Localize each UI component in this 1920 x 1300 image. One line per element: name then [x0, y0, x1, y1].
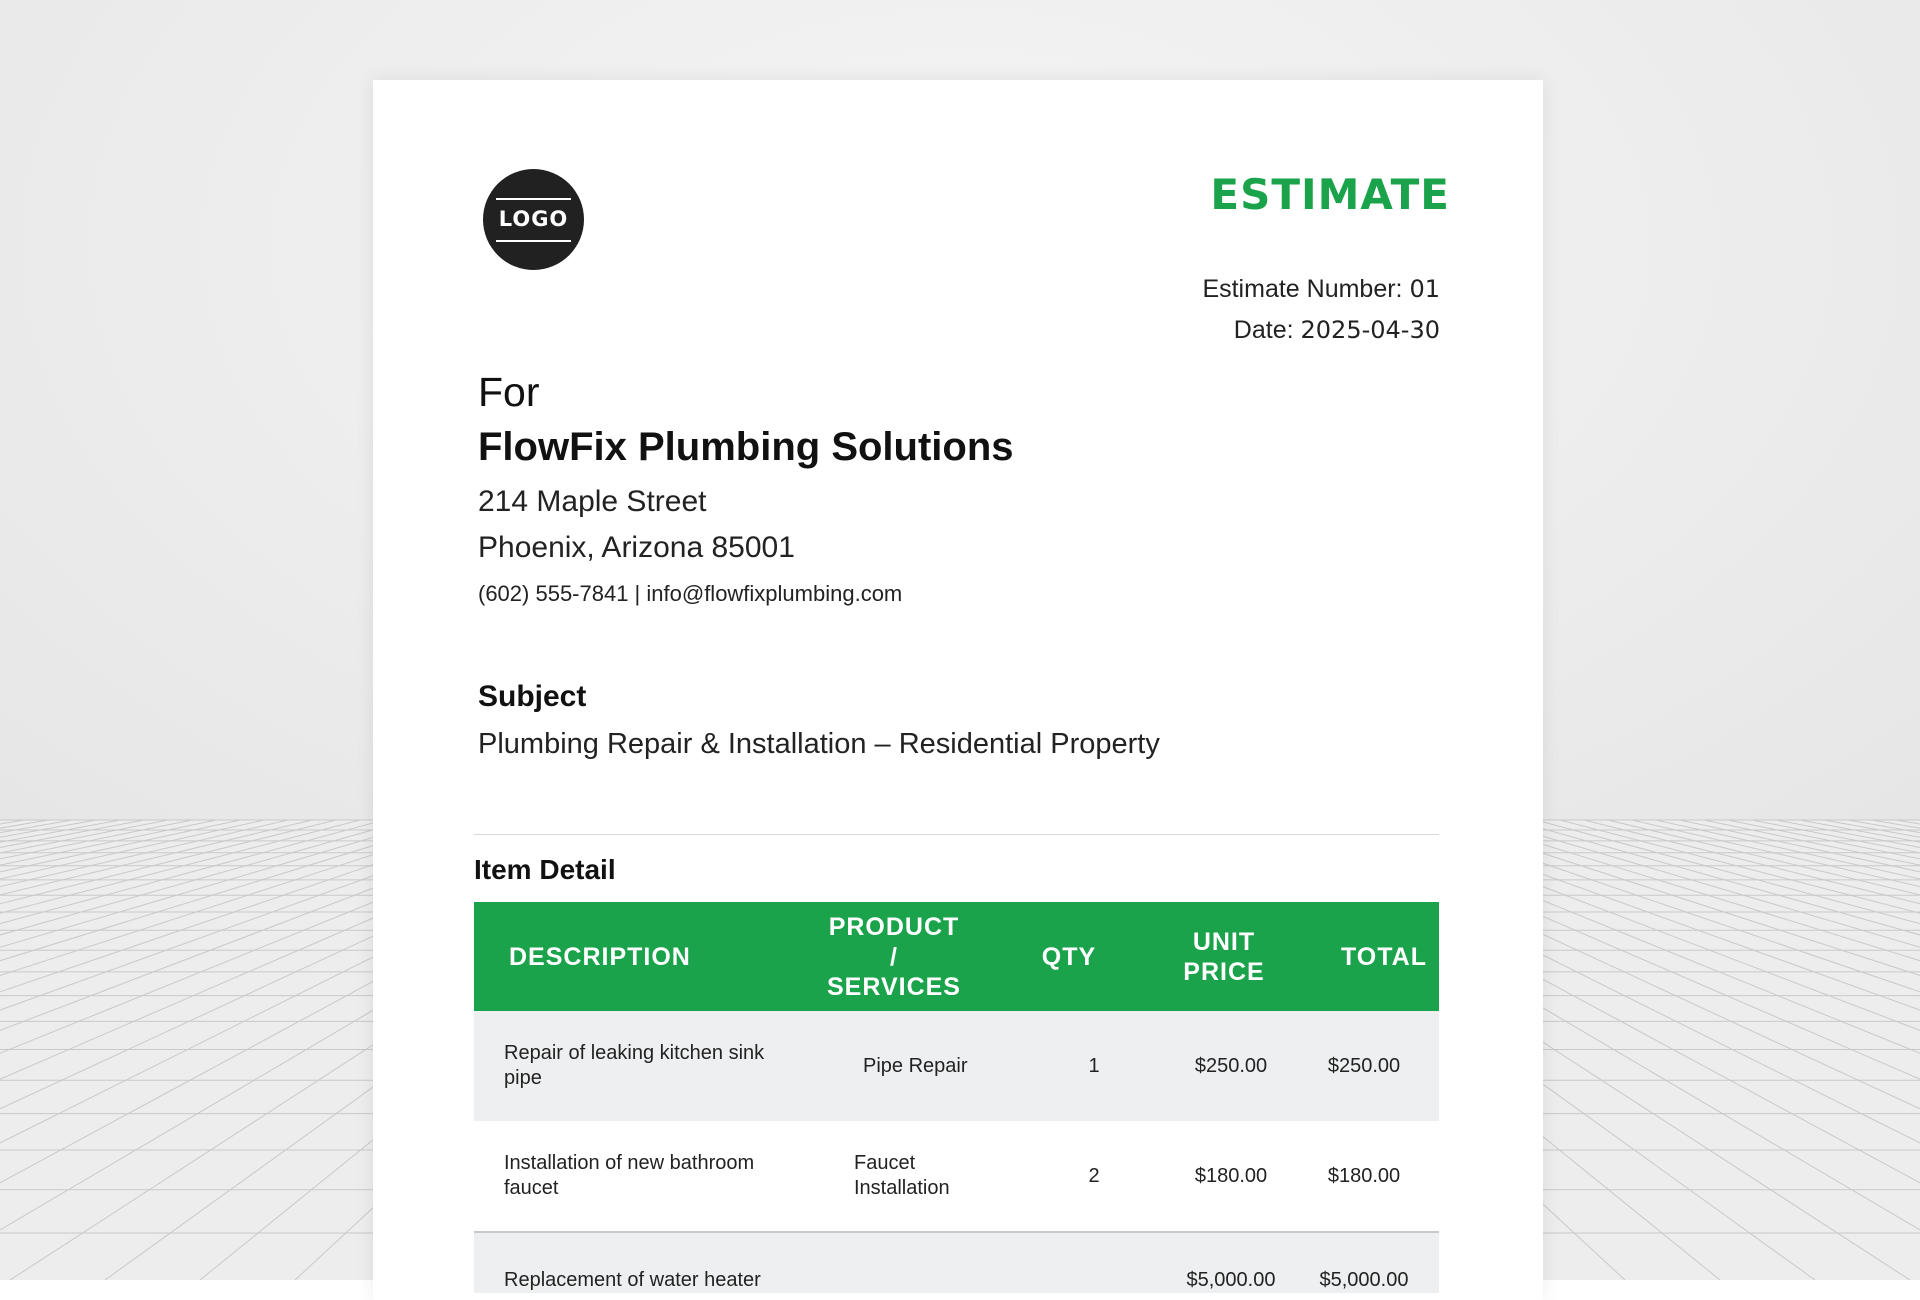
table-row: [474, 1233, 1439, 1293]
estimate-date-label: Date:: [1233, 316, 1294, 344]
cell-description: Installation of new bathroom faucet: [504, 1152, 755, 1199]
column-header-description: DESCRIPTION: [509, 942, 691, 971]
logo-text: LOGO: [498, 207, 569, 231]
table-row: [474, 1011, 1439, 1121]
column-header-total: TOTAL: [1340, 942, 1427, 971]
table-header: [474, 902, 1439, 1011]
estimate-date-value: 2025-04-30: [1300, 316, 1440, 344]
cell-description: Repair of leaking kitchen sink pipe: [504, 1042, 765, 1089]
estimate-number: [1202, 275, 1440, 304]
items-table: [474, 902, 1439, 1293]
cell-unit-price: $250.00: [1194, 1054, 1268, 1077]
logo-line-top: [496, 198, 571, 200]
column-header-unit-price: UNIT PRICE: [1183, 927, 1265, 986]
cell-qty: 1: [1088, 1054, 1100, 1077]
cell-qty: 2: [1088, 1164, 1100, 1187]
cell-total: $250.00: [1327, 1054, 1401, 1077]
client-contact: (602) 555-7841 | info@flowfixplumbing.com: [478, 581, 903, 606]
cell-product: Faucet Installation: [854, 1152, 950, 1199]
column-header-qty: QTY: [1041, 942, 1097, 971]
subject-value: Plumbing Repair & Installation – Residential Property: [478, 728, 1160, 760]
cell-total: $180.00: [1327, 1164, 1401, 1187]
estimate-number-value: 01: [1409, 275, 1440, 303]
company-logo: [483, 169, 584, 270]
client-company: FlowFix Plumbing Solutions: [478, 425, 1014, 469]
cell-qty: [1084, 1233, 1104, 1293]
cell-total: $5,000.00: [1319, 1269, 1409, 1291]
subject-label: Subject: [478, 680, 587, 713]
column-header-product: PRODUCT / SERVICES: [827, 912, 961, 1001]
for-label: For: [478, 369, 540, 415]
estimate-date: [1234, 316, 1440, 345]
client-city: Phoenix, Arizona 85001: [478, 531, 795, 564]
section-divider: [474, 834, 1439, 835]
logo-line-bottom: [496, 240, 571, 242]
cell-product: [854, 1233, 1004, 1293]
table-row: [474, 1121, 1439, 1233]
estimate-number-label: Estimate Number:: [1202, 275, 1403, 303]
cell-unit-price: $5,000.00: [1186, 1269, 1276, 1291]
document-title: ESTIMATE: [1210, 170, 1450, 219]
cell-description: Replacement of water heater: [504, 1269, 761, 1291]
cell-unit-price: $180.00: [1194, 1164, 1268, 1187]
client-street: 214 Maple Street: [478, 485, 707, 518]
cell-product: Pipe Repair: [863, 1054, 968, 1077]
estimate-page: [373, 80, 1543, 1300]
item-detail-title: Item Detail: [474, 854, 616, 885]
